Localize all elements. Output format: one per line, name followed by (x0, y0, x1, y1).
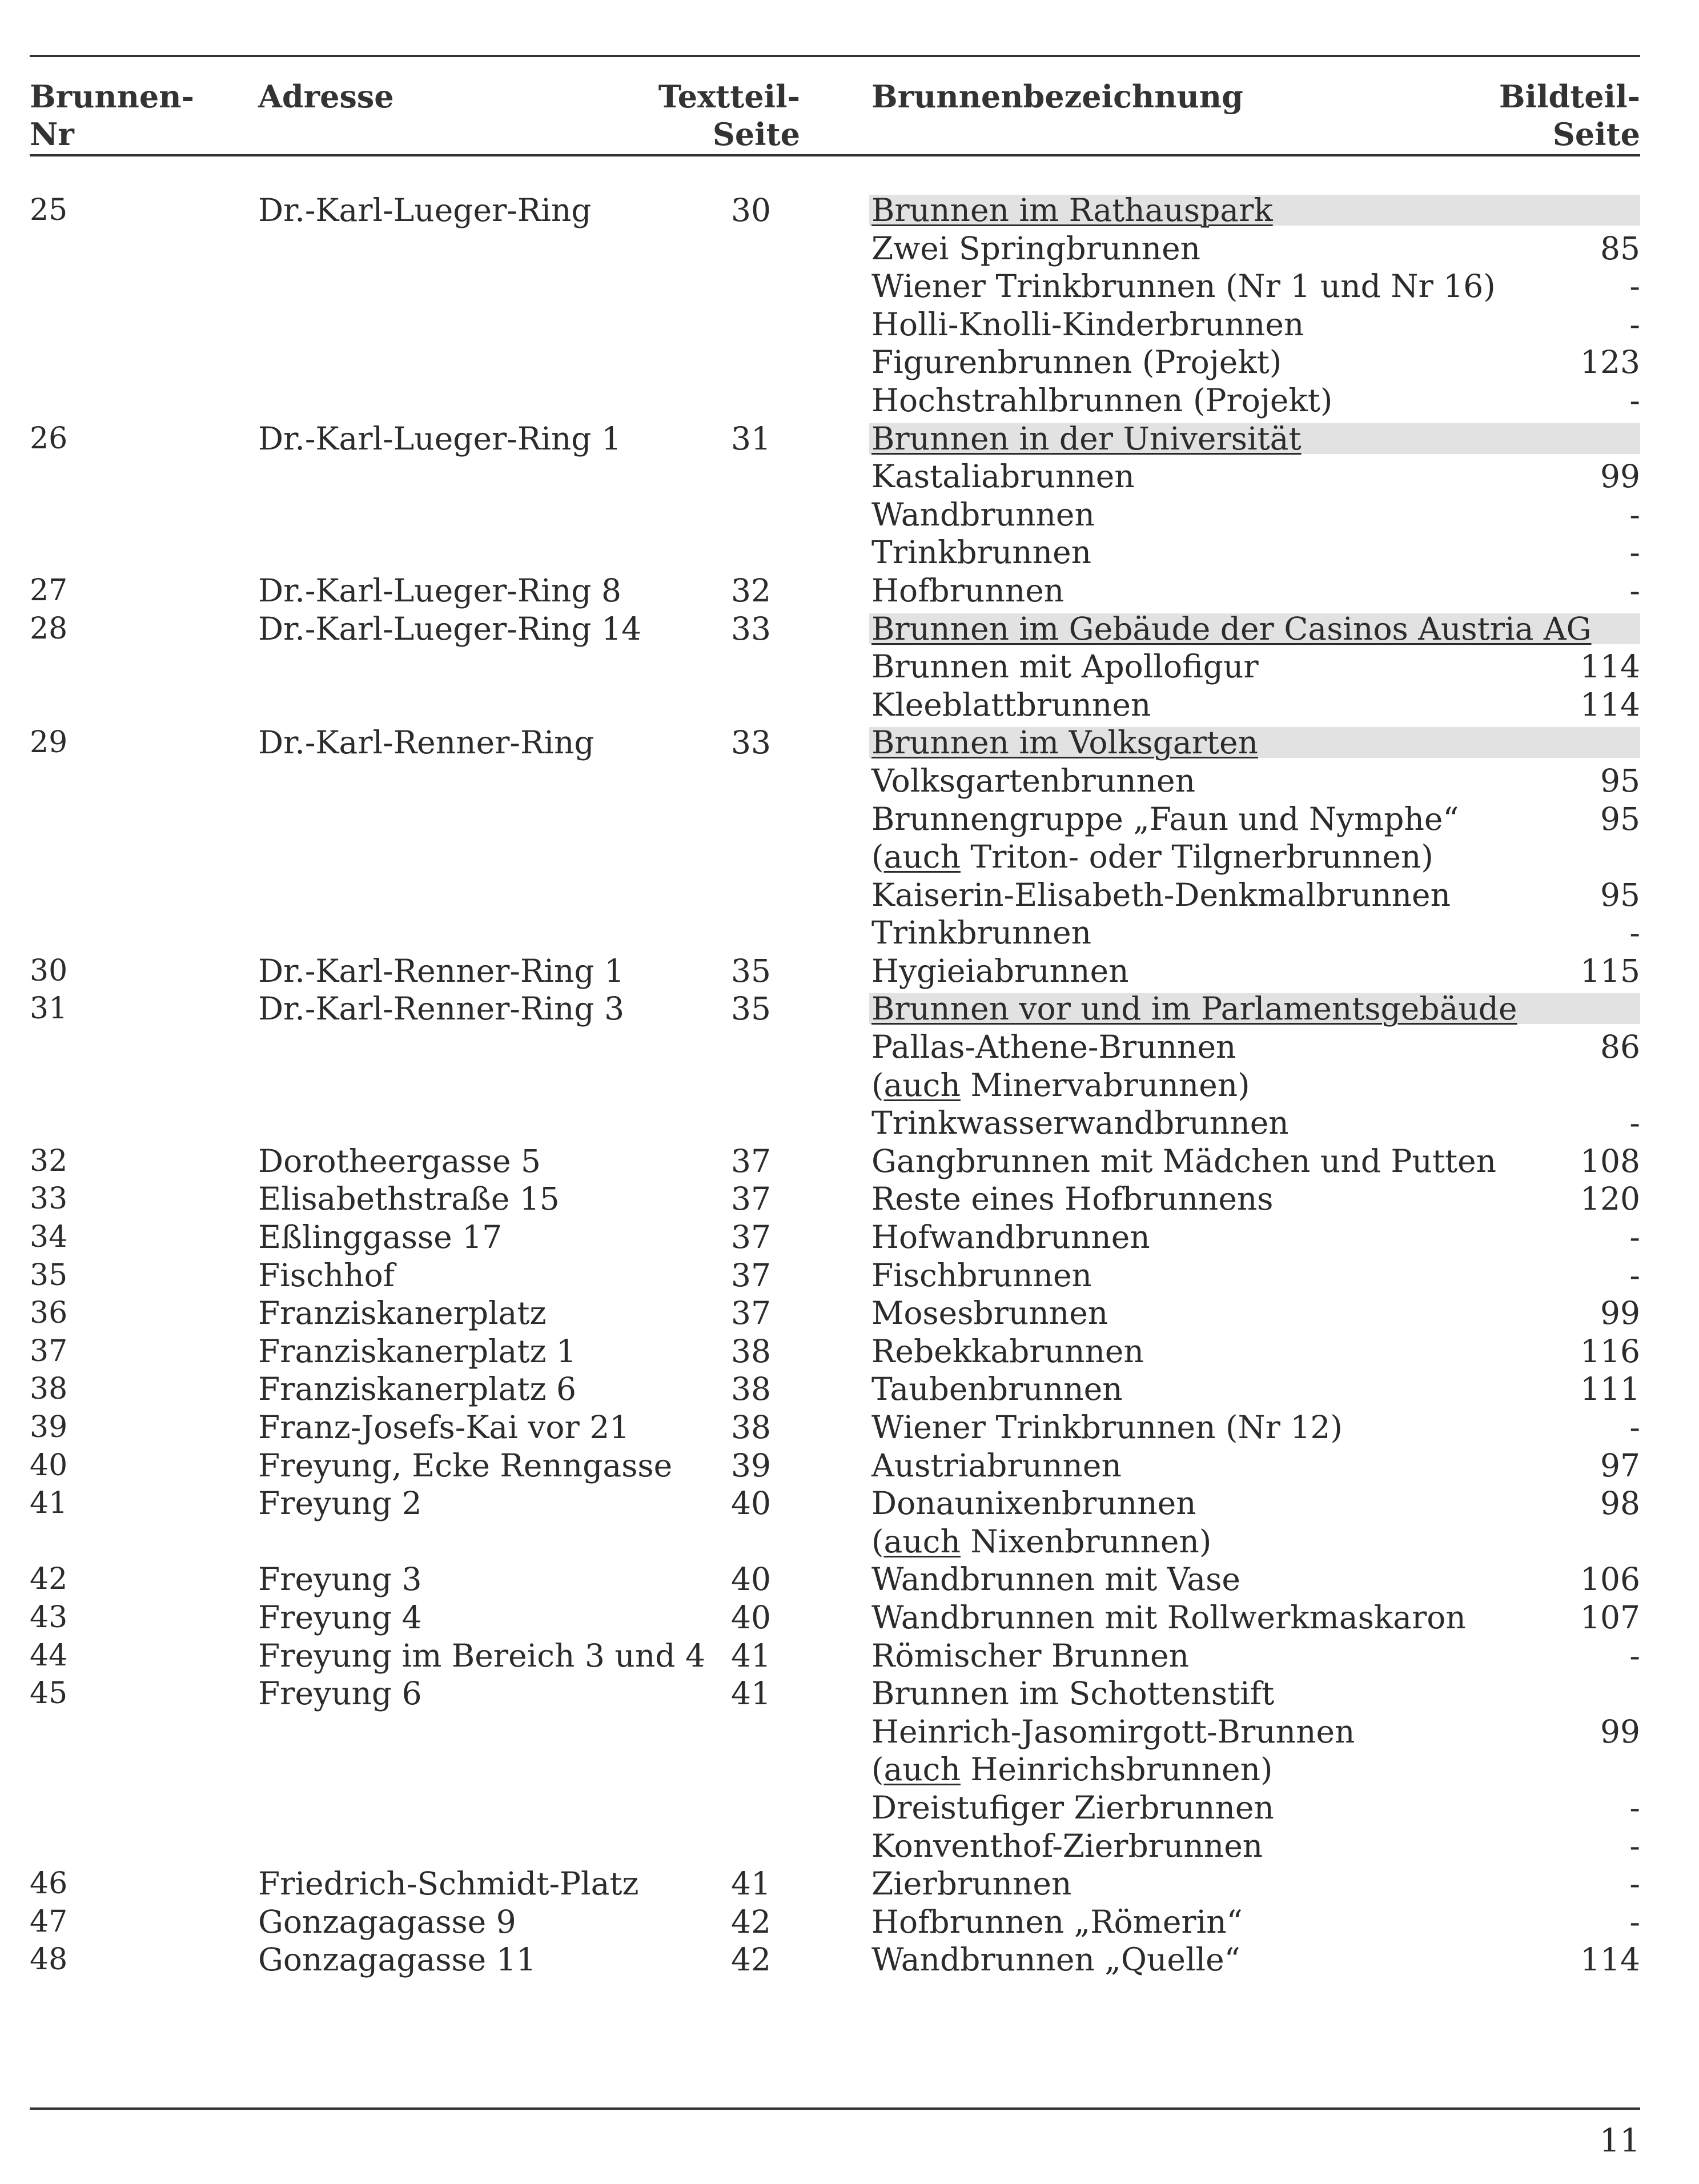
address-cell: Dr.-Karl-Lueger-Ring 14 (258, 610, 641, 647)
table-row (30, 306, 1640, 344)
fountain-name: Wiener Trinkbrunnen (Nr 12) (871, 1409, 1343, 1446)
text-page-cell: 42 (731, 1903, 771, 1940)
address-cell: Dr.-Karl-Renner-Ring 3 (258, 990, 625, 1027)
fountain-number: 45 (30, 1676, 68, 1711)
table-row (30, 1599, 1640, 1637)
header-text-page-line2: Seite (712, 116, 800, 152)
fountain-group-name: Brunnen im Gebäude der Casinos Austria AG (871, 610, 1592, 647)
image-page-cell: 95 (1600, 762, 1640, 799)
address-cell: Franziskanerplatz (258, 1295, 547, 1332)
image-page-cell: 123 (1580, 344, 1640, 381)
text-page-cell: 37 (731, 1295, 771, 1332)
table-group-row (30, 191, 1640, 230)
fountain-number: 29 (30, 725, 68, 760)
image-page-cell: 86 (1600, 1029, 1640, 1066)
table-row (30, 1751, 1640, 1789)
image-page-cell: 97 (1600, 1447, 1640, 1484)
image-page-cell: - (1629, 1789, 1640, 1826)
fountain-number: 39 (30, 1410, 68, 1444)
header-nr (30, 78, 194, 153)
fountain-number: 46 (30, 1866, 68, 1901)
table-row (30, 1066, 1640, 1105)
fountain-name: Wandbrunnen mit Vase (871, 1561, 1240, 1598)
image-page-cell: 115 (1580, 952, 1640, 989)
table-row (30, 1142, 1640, 1181)
table-row (30, 572, 1640, 610)
fountain-name: Austriabrunnen (871, 1447, 1122, 1484)
aka-name: Nixenbrunnen) (960, 1523, 1212, 1560)
aka-label: auch (883, 838, 961, 876)
header-address (258, 78, 394, 115)
image-page-cell: 85 (1600, 230, 1640, 267)
text-page-cell: 37 (731, 1219, 771, 1256)
address-cell: Freyung 4 (258, 1599, 422, 1636)
text-page-cell: 35 (731, 990, 771, 1027)
fountain-name: Kaiserin-Elisabeth-Denkmalbrunnen (871, 876, 1451, 913)
image-page-cell: 99 (1600, 458, 1640, 495)
fountain-name: Kastaliabrunnen (871, 458, 1135, 495)
aka-prefix: ( (871, 1523, 884, 1560)
image-page-cell: - (1629, 1903, 1640, 1940)
table-row (30, 382, 1640, 420)
address-cell: Freyung 2 (258, 1485, 422, 1522)
header-text-page (658, 78, 800, 153)
fountain-name: Pallas-Athene-Brunnen (871, 1029, 1236, 1066)
address-cell: Eßlinggasse 17 (258, 1219, 503, 1256)
table-row (30, 1104, 1640, 1142)
address-cell: Dr.-Karl-Lueger-Ring 8 (258, 572, 621, 609)
fountain-number: 28 (30, 611, 68, 646)
fountain-name: Trinkbrunnen (871, 914, 1092, 952)
fountain-name: Trinkwasserwandbrunnen (871, 1105, 1289, 1142)
fountain-number: 47 (30, 1904, 68, 1939)
address-cell: Dorotheergasse 5 (258, 1142, 541, 1179)
address-cell: Dr.-Karl-Renner-Ring (258, 724, 595, 761)
fountain-name: Wiener Trinkbrunnen (Nr 1 und Nr 16) (871, 268, 1496, 305)
text-page-cell: 35 (731, 952, 771, 989)
image-page-cell: - (1629, 1637, 1640, 1674)
image-page-cell: 107 (1580, 1599, 1640, 1636)
table-row (30, 1408, 1640, 1447)
aka-label: auch (883, 1066, 961, 1103)
table-row (30, 1370, 1640, 1408)
table-row (30, 952, 1640, 990)
text-page-cell: 31 (731, 420, 771, 457)
fountain-number: 44 (30, 1638, 68, 1673)
table-row (30, 762, 1640, 800)
fountain-name: Zierbrunnen (871, 1865, 1072, 1902)
image-page-cell: - (1629, 1865, 1640, 1902)
text-page-cell: 41 (731, 1675, 771, 1712)
fountain-number: 37 (30, 1334, 68, 1368)
address-cell: Freyung im Bereich 3 und 4 (258, 1637, 705, 1674)
fountain-number: 42 (30, 1562, 68, 1597)
header-text-page-line1: Textteil- (658, 78, 800, 115)
table-row (30, 800, 1640, 838)
table-row (30, 1447, 1640, 1485)
address-cell: Freyung 3 (258, 1561, 422, 1598)
fountain-name: Donaunixenbrunnen (871, 1485, 1196, 1522)
fountain-group-name: Brunnen vor und im Parlamentsgebäude (871, 990, 1517, 1027)
aka-prefix: ( (871, 1751, 884, 1788)
address-cell: Freyung 6 (258, 1675, 422, 1712)
image-page-cell: - (1629, 382, 1640, 419)
image-page-cell: 111 (1580, 1371, 1640, 1408)
table-row (30, 686, 1640, 724)
image-page-cell: 114 (1580, 686, 1640, 723)
image-page-cell: - (1629, 1409, 1640, 1446)
aka-label: auch (883, 1751, 961, 1788)
fountain-name: Zwei Springbrunnen (871, 230, 1201, 267)
table-row (30, 1332, 1640, 1371)
aka-name: Triton- oder Tilgnerbrunnen) (960, 838, 1433, 876)
fountain-name (871, 1751, 1272, 1788)
table-group-row (30, 610, 1640, 648)
image-page-cell: - (1629, 496, 1640, 533)
address-cell: Franz-Josefs-Kai vor 21 (258, 1409, 630, 1446)
text-page-cell: 40 (731, 1561, 771, 1598)
page-number: 11 (1599, 2122, 1640, 2159)
fountain-number: 26 (30, 421, 68, 456)
table-row (30, 1789, 1640, 1827)
text-page-cell: 33 (731, 724, 771, 761)
fountain-number: 34 (30, 1220, 68, 1255)
image-page-cell: - (1629, 914, 1640, 952)
table-row (30, 1865, 1640, 1903)
address-cell: Gonzagagasse 9 (258, 1903, 516, 1940)
fountain-name: Hofwandbrunnen (871, 1219, 1150, 1256)
image-page-cell: 114 (1580, 648, 1640, 685)
fountain-name (871, 1066, 1250, 1104)
image-page-cell: 106 (1580, 1561, 1640, 1598)
fountain-name: Volksgartenbrunnen (871, 762, 1196, 799)
fountain-number: 30 (30, 953, 68, 988)
table-group-row (30, 990, 1640, 1028)
header-address-label: Adresse (258, 78, 394, 115)
fountain-group-name: Brunnen im Rathauspark (871, 192, 1273, 228)
address-cell: Fischhof (258, 1256, 395, 1294)
fountain-name: Taubenbrunnen (871, 1371, 1123, 1408)
fountain-name: Mosesbrunnen (871, 1295, 1108, 1332)
fountain-group-name: Brunnen im Volksgarten (871, 724, 1258, 761)
table-row (30, 533, 1640, 572)
image-page-cell: 95 (1600, 876, 1640, 913)
text-page-cell: 38 (731, 1332, 771, 1370)
fountain-name: Hofbrunnen (871, 572, 1065, 609)
image-page-cell: - (1629, 572, 1640, 609)
text-page-cell: 37 (731, 1256, 771, 1294)
header-fountain-name-label: Brunnenbezeichnung (871, 78, 1243, 115)
address-cell: Franziskanerplatz 6 (258, 1371, 576, 1408)
table-row (30, 1941, 1640, 1979)
text-page-cell: 30 (731, 192, 771, 228)
fountain-name: Römischer Brunnen (871, 1637, 1189, 1674)
address-cell: Friedrich-Schmidt-Platz (258, 1865, 639, 1902)
table-row (30, 648, 1640, 686)
table-row (30, 230, 1640, 268)
image-page-cell: 99 (1600, 1295, 1640, 1332)
fountain-name: Brunnengruppe „Faun und Nymphe“ (871, 800, 1459, 837)
address-cell: Freyung, Ecke Renngasse (258, 1447, 673, 1484)
fountain-name: Fischbrunnen (871, 1256, 1092, 1294)
table-row (30, 1484, 1640, 1523)
fountain-number: 33 (30, 1182, 68, 1217)
text-page-cell: 38 (731, 1409, 771, 1446)
image-page-cell: 114 (1580, 1941, 1640, 1978)
fountain-number: 38 (30, 1372, 68, 1407)
fountain-number: 31 (30, 991, 68, 1026)
text-page-cell: 37 (731, 1142, 771, 1179)
aka-prefix: ( (871, 1066, 884, 1103)
table-row (30, 1637, 1640, 1675)
table-row (30, 496, 1640, 534)
image-page-cell: - (1629, 1219, 1640, 1256)
fountain-name: Heinrich-Jasomirgott-Brunnen (871, 1713, 1355, 1750)
table-row (30, 1028, 1640, 1066)
fountain-number: 48 (30, 1942, 68, 1977)
fountain-number: 25 (30, 193, 68, 227)
fountain-name: Reste eines Hofbrunnens (871, 1181, 1274, 1218)
table-row (30, 1827, 1640, 1865)
text-page-cell: 32 (731, 572, 771, 609)
fountain-name (871, 1523, 1211, 1560)
table-group-row (30, 420, 1640, 458)
aka-name: Heinrichsbrunnen) (960, 1751, 1273, 1788)
table-row (30, 838, 1640, 876)
table-row (30, 1218, 1640, 1256)
fountain-name: Brunnen mit Apollofigur (871, 648, 1259, 685)
table-row (30, 267, 1640, 306)
image-page-cell: 116 (1580, 1332, 1640, 1370)
table-row (30, 1180, 1640, 1218)
fountain-name: Hofbrunnen „Römerin“ (871, 1903, 1243, 1940)
image-page-cell: - (1629, 534, 1640, 571)
header-nr-line2: Nr (30, 116, 74, 152)
fountain-name: Brunnen im Schottenstift (871, 1675, 1275, 1712)
fountain-name: Kleeblattbrunnen (871, 686, 1151, 723)
fountain-name: Hochstrahlbrunnen (Projekt) (871, 382, 1333, 419)
table-group-row (30, 724, 1640, 762)
table-row (30, 876, 1640, 914)
bottom-rule (30, 2107, 1640, 2110)
fountain-number: 41 (30, 1486, 68, 1521)
fountain-name: Wandbrunnen (871, 496, 1095, 533)
image-page-cell: 120 (1580, 1181, 1640, 1218)
fountain-name: Hygieiabrunnen (871, 952, 1129, 989)
text-page-cell: 37 (731, 1181, 771, 1218)
fountain-number: 32 (30, 1143, 68, 1178)
fountain-name: Konventhof-Zierbrunnen (871, 1827, 1263, 1864)
text-page-cell: 33 (731, 610, 771, 647)
header-image-page (1499, 78, 1640, 153)
text-page-cell: 41 (731, 1637, 771, 1674)
header-image-page-line2: Seite (1552, 116, 1640, 152)
aka-prefix: ( (871, 838, 884, 876)
address-cell: Dr.-Karl-Lueger-Ring 1 (258, 420, 621, 457)
address-cell: Franziskanerplatz 1 (258, 1332, 576, 1370)
table-row (30, 1903, 1640, 1941)
fountain-number: 40 (30, 1448, 68, 1483)
fountain-number: 36 (30, 1296, 68, 1331)
text-page-cell: 39 (731, 1447, 771, 1484)
image-page-cell: - (1629, 1105, 1640, 1142)
image-page-cell: - (1629, 1827, 1640, 1864)
address-cell: Dr.-Karl-Lueger-Ring (258, 192, 592, 228)
fountain-group-name: Brunnen in der Universität (871, 420, 1302, 457)
table-row (30, 914, 1640, 952)
header-rule (30, 154, 1640, 156)
image-page-cell: - (1629, 1256, 1640, 1294)
table-row (30, 1256, 1640, 1295)
fountain-name: Holli-Knolli-Kinderbrunnen (871, 306, 1304, 343)
header-image-page-line1: Bildteil- (1499, 78, 1640, 115)
table-row (30, 343, 1640, 382)
top-rule (30, 55, 1640, 57)
fountain-name: Wandbrunnen mit Rollwerkmaskaron (871, 1599, 1466, 1636)
text-page-cell: 41 (731, 1865, 771, 1902)
image-page-cell: 108 (1580, 1142, 1640, 1179)
fountain-name: Rebekkabrunnen (871, 1332, 1144, 1370)
text-page-cell: 40 (731, 1485, 771, 1522)
fountain-name (871, 838, 1433, 876)
header-fountain-name (871, 78, 1243, 115)
fountain-name: Trinkbrunnen (871, 534, 1092, 571)
fountain-name: Gangbrunnen mit Mädchen und Putten (871, 1142, 1497, 1179)
table-row (30, 1675, 1640, 1713)
table-row (30, 1713, 1640, 1751)
address-cell: Dr.-Karl-Renner-Ring 1 (258, 952, 625, 989)
fountain-table (30, 191, 1640, 1979)
text-page-cell: 38 (731, 1371, 771, 1408)
fountain-number: 35 (30, 1258, 68, 1292)
fountain-name: Figurenbrunnen (Projekt) (871, 344, 1282, 381)
image-page-cell: 99 (1600, 1713, 1640, 1750)
table-row (30, 1294, 1640, 1332)
aka-label: auch (883, 1523, 961, 1560)
fountain-number: 27 (30, 573, 68, 608)
table-row (30, 1523, 1640, 1561)
image-page-cell: 95 (1600, 800, 1640, 837)
text-page-cell: 40 (731, 1599, 771, 1636)
image-page-cell: 98 (1600, 1485, 1640, 1522)
table-row (30, 1560, 1640, 1599)
address-cell: Gonzagagasse 11 (258, 1941, 536, 1978)
table-row (30, 457, 1640, 496)
text-page-cell: 42 (731, 1941, 771, 1978)
aka-name: Minervabrunnen) (960, 1066, 1250, 1103)
image-page-cell: - (1629, 306, 1640, 343)
fountain-name: Dreistufiger Zierbrunnen (871, 1789, 1274, 1826)
image-page-cell: - (1629, 268, 1640, 305)
fountain-name: Wandbrunnen „Quelle“ (871, 1941, 1240, 1978)
fountain-number: 43 (30, 1600, 68, 1635)
address-cell: Elisabethstraße 15 (258, 1181, 560, 1218)
header-nr-line1: Brunnen- (30, 78, 194, 115)
